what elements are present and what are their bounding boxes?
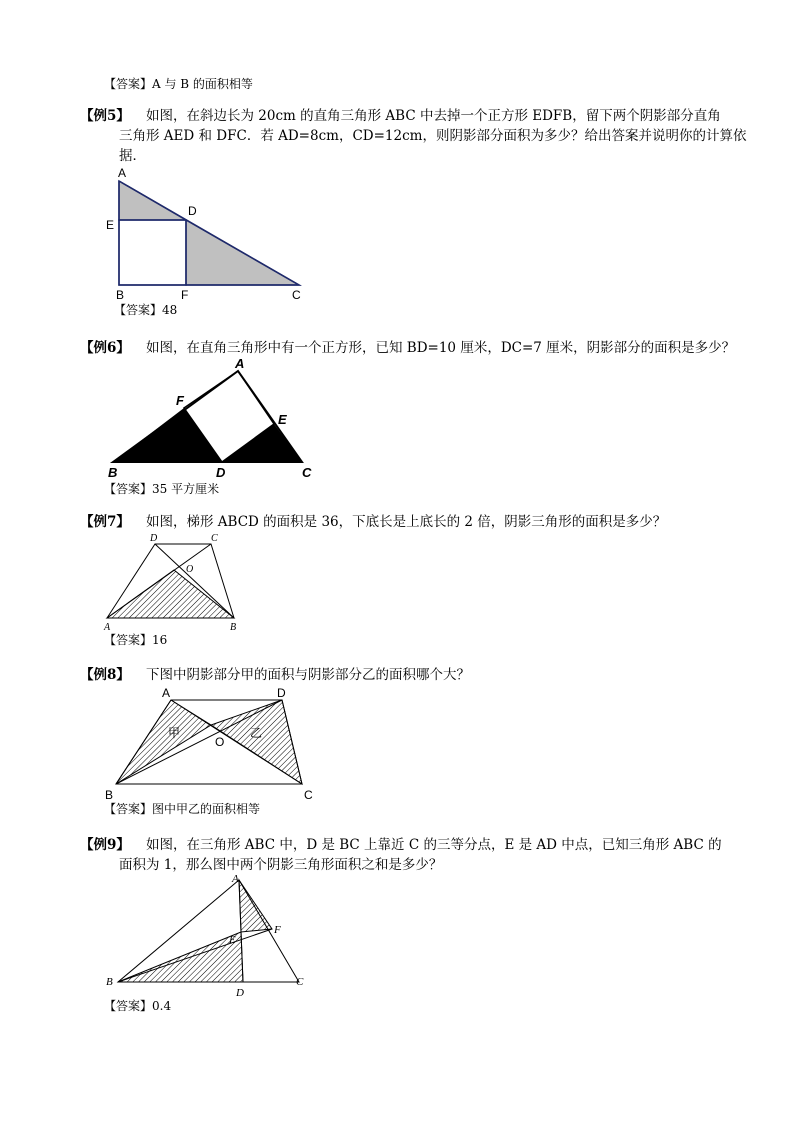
point-label-d: D bbox=[236, 987, 244, 999]
point-label-e: E bbox=[278, 412, 287, 427]
answer-9: 【答案】0.4 bbox=[104, 999, 172, 1013]
point-label-c: C bbox=[292, 288, 301, 302]
point-label-e: E bbox=[229, 934, 236, 946]
point-label-f: F bbox=[176, 393, 184, 408]
point-label-c: C bbox=[211, 533, 218, 544]
point-label-a: A bbox=[162, 686, 171, 700]
answer-8: 【答案】图中甲乙的面积相等 bbox=[104, 802, 261, 816]
point-label-f: F bbox=[274, 924, 281, 936]
example-8-line-1: 下图中阴影部分甲的面积与阴影部分乙的面积哪个大？ bbox=[146, 667, 470, 683]
answer-5: 【答案】48 bbox=[114, 303, 178, 317]
example-5-line-3: 据． bbox=[119, 148, 146, 164]
point-label-d: D bbox=[216, 465, 226, 480]
point-label-c: C bbox=[296, 976, 304, 988]
point-label-d: D bbox=[188, 204, 197, 218]
point-label-c: C bbox=[302, 465, 312, 480]
example-5-label: 【例5】 bbox=[80, 108, 130, 124]
point-label-b: B bbox=[105, 788, 114, 802]
region-label-yi: 乙 bbox=[250, 726, 263, 740]
example-7-line-1: 如图，梯形 ABCD 的面积是 36，下底长是上底长的 2 倍，阴影三角形的面积是多少？ bbox=[146, 514, 667, 530]
example-8-label: 【例8】 bbox=[80, 667, 130, 683]
point-label-b: B bbox=[116, 288, 125, 302]
point-label-d: D bbox=[150, 533, 158, 544]
answer-7: 【答案】16 bbox=[104, 633, 168, 647]
point-label-a: A bbox=[118, 166, 127, 180]
point-label-c: C bbox=[304, 788, 313, 802]
point-label-a: A bbox=[232, 873, 239, 885]
region-label-jia: 甲 bbox=[168, 726, 181, 740]
point-label-f: F bbox=[181, 288, 189, 302]
example-7-label: 【例7】 bbox=[80, 514, 130, 530]
example-9-line-1: 如图，在三角形 ABC 中，D 是 BC 上靠近 C 的三等分点，E 是 AD 中点，已知三角形 ABC 的 bbox=[146, 837, 722, 853]
point-label-a: A bbox=[104, 622, 111, 633]
point-label-b: B bbox=[230, 622, 237, 633]
point-label-a: A bbox=[235, 356, 245, 371]
example-6-line-1: 如图，在直角三角形中有一个正方形，已知 BD=10 厘米，DC=7 厘米，阴影部分的面积是多少？ bbox=[146, 340, 736, 356]
answer-4: 【答案】A 与 B 的面积相等 bbox=[104, 77, 253, 91]
example-9-label: 【例9】 bbox=[80, 837, 130, 853]
example-5-line-2: 三角形 AED 和 DFC．若 AD=8cm，CD=12cm，则阴影部分面积为多少？给出答案并说明你的计算依 bbox=[119, 128, 747, 144]
example-9-line-2: 面积为 1，那么图中两个阴影三角形面积之和是多少？ bbox=[119, 857, 443, 873]
point-label-o: O bbox=[215, 735, 225, 749]
point-label-o: O bbox=[186, 564, 194, 575]
shaded-triangle-bed bbox=[118, 932, 243, 982]
point-label-e: E bbox=[106, 218, 115, 232]
example-6-label: 【例6】 bbox=[80, 340, 130, 356]
point-label-b: B bbox=[108, 465, 118, 480]
point-label-d: D bbox=[277, 686, 286, 700]
point-label-b: B bbox=[106, 976, 113, 988]
example-5-line-1: 如图，在斜边长为 20cm 的直角三角形 ABC 中去掉一个正方形 EDFB，留下两个阴影部分直角 bbox=[146, 108, 721, 124]
answer-6: 【答案】35 平方厘米 bbox=[104, 482, 220, 496]
